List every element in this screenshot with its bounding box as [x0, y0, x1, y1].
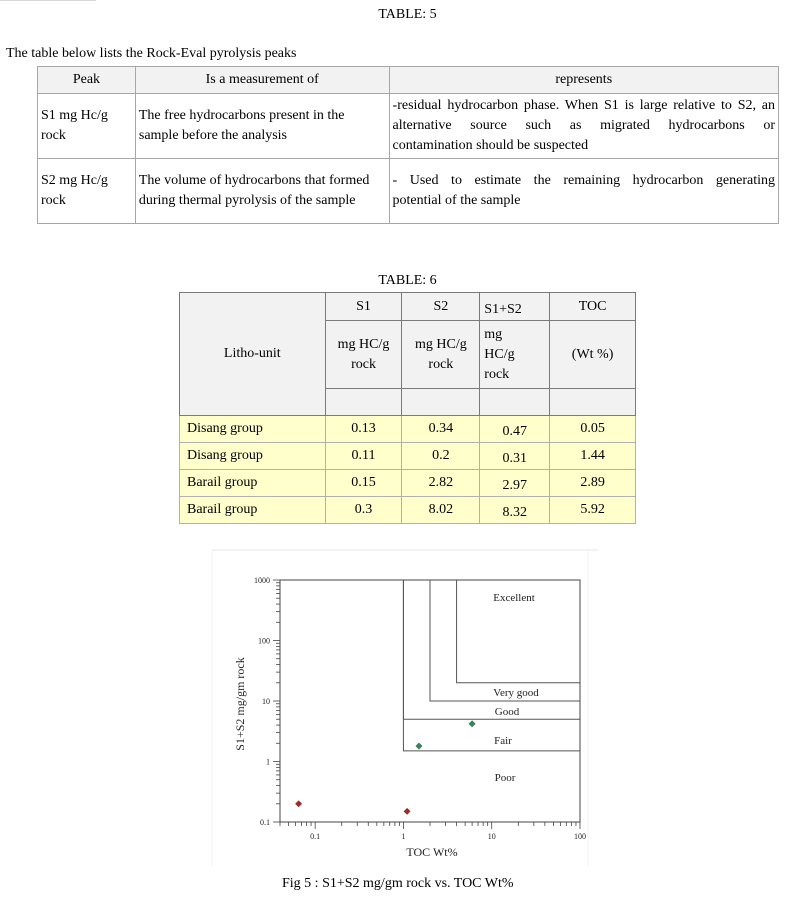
table6-s1-value: 0.11 — [325, 443, 402, 470]
figure-caption: Fig 5 : S1+S2 mg/gm rock vs. TOC Wt% — [282, 876, 514, 891]
table6-toc-value: 0.05 — [550, 416, 636, 443]
data-point — [404, 808, 410, 814]
table6-unit-s2: mg HC/g rock — [402, 321, 480, 389]
y-axis-label: S1+S2 mg/gm rock — [233, 657, 247, 751]
table6-unit-s1: mg HC/g rock — [325, 321, 402, 389]
table6-s1-value: 0.15 — [325, 470, 402, 497]
x-axis-label: TOC Wt% — [406, 845, 458, 859]
table5-title: TABLE: 5 — [378, 7, 437, 22]
y-tick-label: 0.1 — [260, 818, 270, 827]
table6-toc-value: 1.44 — [550, 443, 636, 470]
zone-label: Fair — [494, 735, 512, 747]
table5-header-measure: Is a measurement of — [135, 67, 389, 94]
table6-unit-s12: mg HC/g rock — [480, 321, 550, 389]
table5-represents-text-end: contamination should be suspected — [392, 138, 589, 153]
x-tick-label: 1 — [401, 832, 406, 841]
table6-s2-value: 0.2 — [402, 443, 480, 470]
table6-unit-name: Barail group — [180, 497, 326, 524]
table5-header-peak: Peak — [38, 67, 136, 94]
y-tick-label: 100 — [258, 636, 270, 646]
table5-peak-cell: S2 mg Hc/g rock — [38, 159, 136, 224]
table5-measure-cell: The volume of hydrocarbons that formed during thermal pyrolysis of the sample — [135, 159, 389, 224]
table6-s2-value: 2.82 — [402, 470, 480, 497]
x-tick-label: 0.1 — [310, 832, 321, 841]
table6-unit-name: Barail group — [180, 470, 326, 497]
zone-label: Poor — [494, 772, 516, 784]
table5-represents-text: - Used to estimate the remaining hydrocarbon generating — [392, 173, 775, 188]
table5-intro: The table below lists the Rock-Eval pyrolysis peaks — [6, 46, 297, 61]
table6-unit-toc: (Wt %) — [550, 321, 636, 389]
table6-toc-value: 5.92 — [550, 497, 636, 524]
table6-s12-value: 0.31 — [480, 443, 550, 470]
table6-s12-value: 8.32 — [480, 497, 550, 524]
x-tick-label: 10 — [487, 832, 496, 841]
table5-represents-text-end: potential of the sample — [392, 193, 521, 208]
table5-represents-text: -residual hydrocarbon phase. When S1 is large relative to S2, an alternative source such as migrated hydrocarbons or — [392, 98, 775, 133]
y-tick-label: 1000 — [254, 576, 270, 585]
table6-col-s1: S1 — [325, 293, 402, 321]
table5-measure-cell: The free hydrocarbons present in the sample before the analysis — [135, 94, 389, 159]
table6-s12-value: 2.97 — [480, 470, 550, 497]
table6-s2-value: 0.34 — [402, 416, 480, 443]
table6-col-s2: S2 — [402, 293, 480, 321]
table6-s1-value: 0.13 — [325, 416, 402, 443]
data-point — [295, 801, 301, 807]
table6-s12-value: 0.47 — [480, 416, 550, 443]
table6-toc-value: 2.89 — [550, 470, 636, 497]
data-point — [469, 721, 475, 727]
zone-label: Very good — [493, 687, 539, 699]
zone-label: Excellent — [493, 592, 535, 604]
x-tick-label: 100 — [574, 832, 586, 841]
data-point — [416, 743, 422, 749]
table6-col-toc: TOC — [550, 293, 636, 321]
table6-unit-name: Disang group — [180, 416, 326, 443]
zone-label: Good — [494, 706, 520, 718]
table6-title: TABLE: 6 — [378, 273, 437, 288]
table6-litho-header: Litho-unit — [180, 293, 326, 416]
table6-s2-value: 8.02 — [402, 497, 480, 524]
table6-unit-name: Disang group — [180, 443, 326, 470]
table6-s1-value: 0.3 — [325, 497, 402, 524]
table6-col-s12: S1+S2 — [480, 293, 550, 321]
y-tick-label: 1 — [266, 757, 270, 767]
y-tick-label: 10 — [262, 697, 270, 706]
table5-peak-cell: S1 mg Hc/g rock — [38, 94, 136, 159]
table5-header-represents: represents — [389, 67, 778, 94]
